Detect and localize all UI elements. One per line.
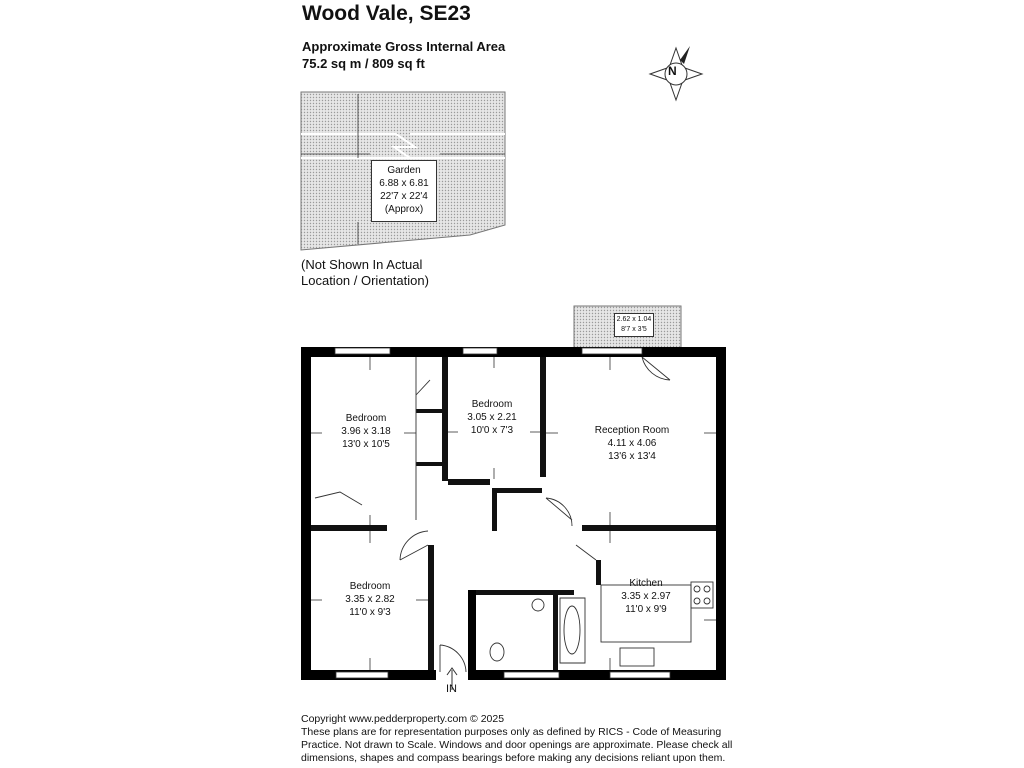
room-label-bedroom-3 bbox=[345, 580, 394, 619]
room-label-bedroom-1 bbox=[341, 412, 390, 451]
footer-line4: dimensions, shapes and compass bearings before making any decisions reliant upon them. bbox=[301, 752, 726, 764]
room-metric: 3.96 x 3.18 bbox=[341, 426, 391, 437]
area-value: 75.2 sq m / 809 sq ft bbox=[302, 56, 425, 71]
page-title: Wood Vale, SE23 bbox=[302, 2, 471, 25]
room-imperial: 13'0 x 10'5 bbox=[342, 439, 390, 450]
room-name: Kitchen bbox=[629, 578, 663, 589]
garden-qualifier: (Approx) bbox=[384, 204, 424, 215]
room-metric: 3.35 x 2.82 bbox=[345, 594, 395, 605]
room-label-bedroom-2 bbox=[467, 398, 516, 437]
garden-note-line2: Location / Orientation) bbox=[301, 273, 429, 288]
room-label-reception bbox=[595, 424, 669, 463]
garden-metric: 6.88 x 6.81 bbox=[379, 178, 429, 189]
compass-north-label: N bbox=[668, 64, 677, 78]
room-name: Reception Room bbox=[594, 425, 670, 436]
area-label: Approximate Gross Internal Area bbox=[302, 39, 506, 54]
balcony-label bbox=[614, 313, 654, 337]
footer-disclaimer bbox=[301, 713, 732, 765]
entrance-label: IN bbox=[446, 683, 457, 695]
garden-label bbox=[371, 160, 437, 222]
footer-copyright: Copyright www.pedderproperty.com © 2025 bbox=[301, 713, 505, 725]
room-imperial: 11'0 x 9'3 bbox=[349, 607, 391, 618]
area-summary bbox=[302, 38, 505, 72]
balcony-imperial: 8'7 x 3'5 bbox=[621, 326, 647, 333]
balcony-metric: 2.62 x 1.04 bbox=[616, 316, 652, 323]
room-metric: 3.05 x 2.21 bbox=[467, 412, 517, 423]
room-imperial: 10'0 x 7'3 bbox=[470, 425, 514, 436]
room-metric: 4.11 x 4.06 bbox=[607, 438, 657, 449]
room-name: Bedroom bbox=[471, 399, 513, 410]
footer-line2: These plans are for representation purposes only as defined by RICS - Code of Measuring bbox=[301, 726, 722, 738]
garden-note bbox=[301, 257, 429, 289]
garden-note-line1: (Not Shown In Actual bbox=[301, 257, 423, 272]
garden-imperial: 22'7 x 22'4 bbox=[380, 191, 428, 202]
room-label-kitchen bbox=[621, 577, 670, 616]
room-imperial: 13'6 x 13'4 bbox=[608, 451, 656, 462]
room-name: Bedroom bbox=[349, 581, 391, 592]
garden-name: Garden bbox=[387, 165, 421, 176]
room-name: Bedroom bbox=[345, 413, 387, 424]
room-imperial: 11'0 x 9'9 bbox=[625, 604, 667, 615]
footer-line3: Practice. Not drawn to Scale. Windows and door openings are approximate. Please check all bbox=[301, 739, 733, 751]
room-metric: 3.35 x 2.97 bbox=[621, 591, 671, 602]
outer-walls bbox=[301, 347, 726, 680]
